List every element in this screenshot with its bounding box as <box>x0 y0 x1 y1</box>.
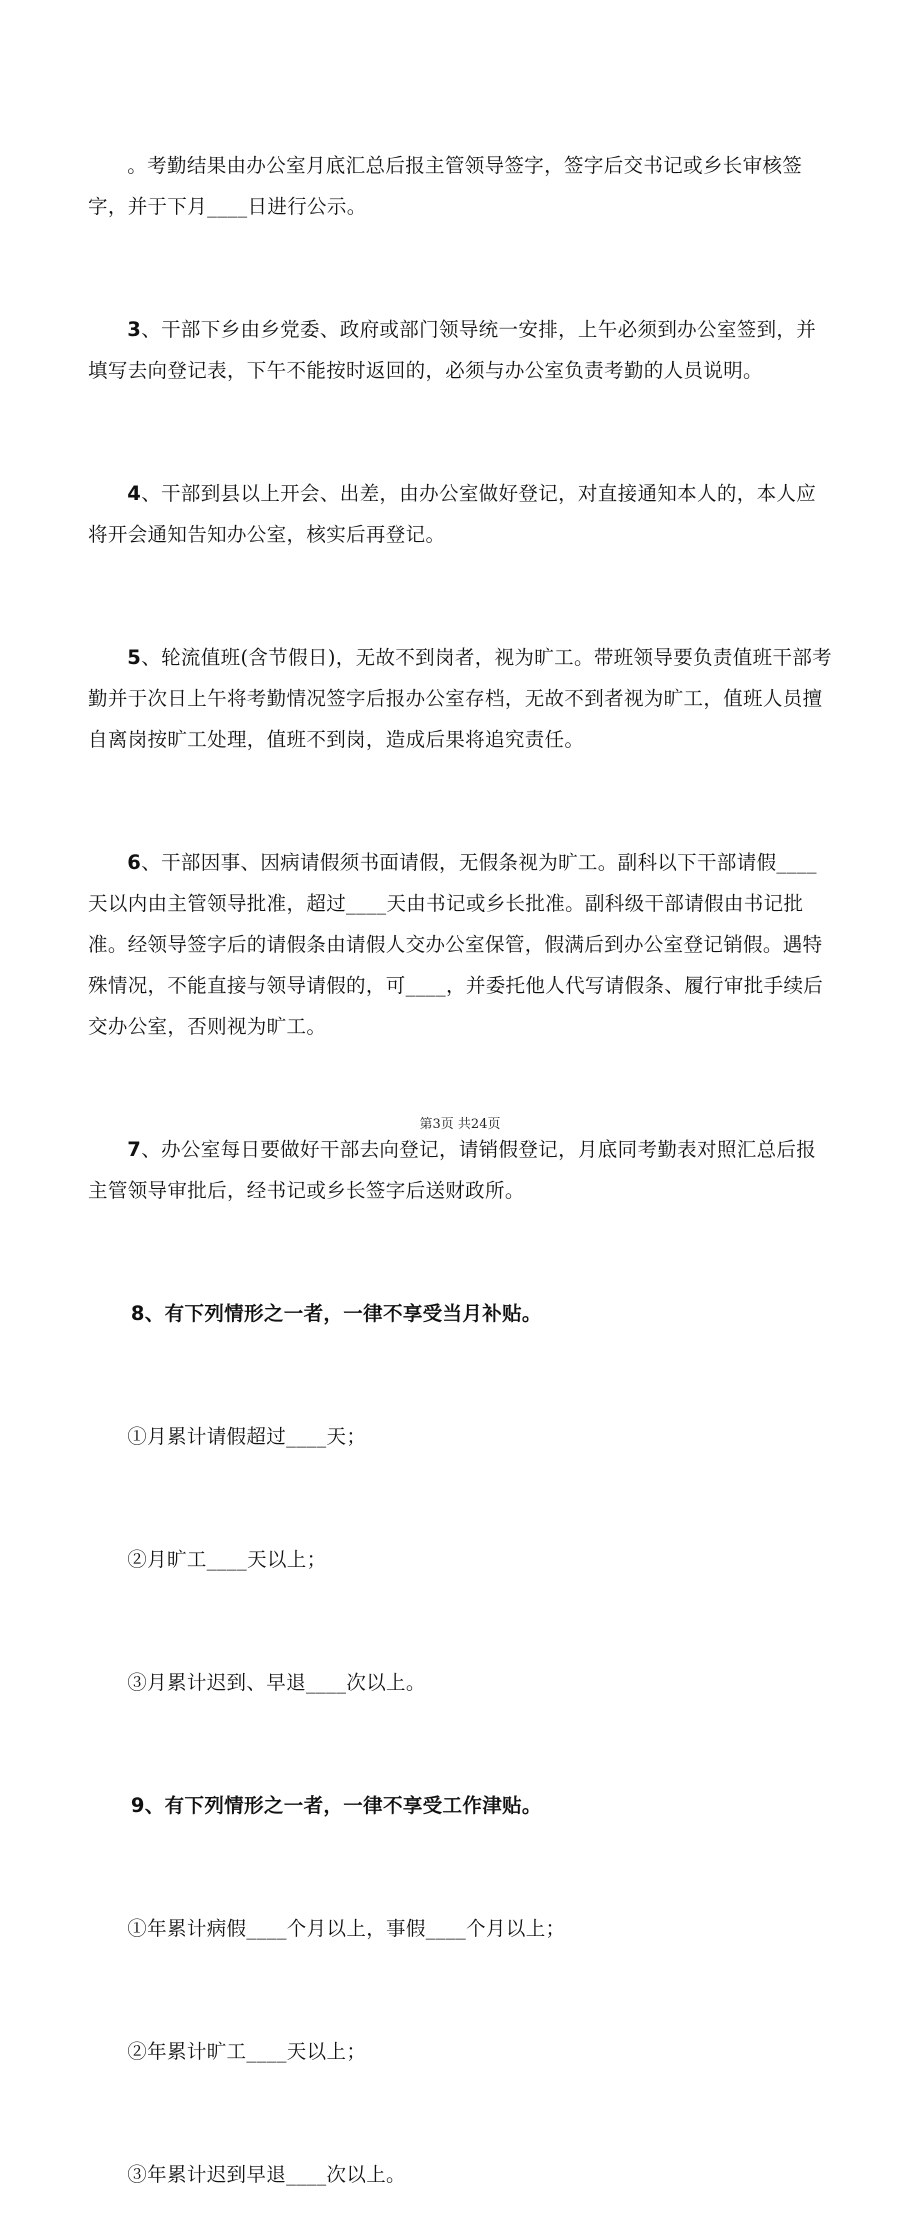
paragraph-text: 、轮流值班(含节假日)，无故不到岗者，视为旷工。带班领导要负责值班干部考勤并于次日上午将考勤情况签字后报办公室存档，无故不到者视为旷工，值班人员擅自离岗按旷工处理，值班不到岗，造成后果将追究责任。 <box>88 646 833 751</box>
paragraph-text: ③月累计迟到、早退____次以上。 <box>127 1671 426 1694</box>
paragraph-text: ③年累计迟到早退____次以上。 <box>127 2163 406 2186</box>
paragraph-text: 、有下列情形之一者，一律不享受当月补贴。 <box>144 1302 542 1325</box>
paragraph-text: 。考勤结果由办公室月底汇总后报主管领导签字，签字后交书记或乡长审核签字，并于下月____日进行公示。 <box>88 154 803 218</box>
paragraph-item-7 <box>88 1088 834 1252</box>
paragraph-item-9-heading <box>88 1744 834 1867</box>
paragraph-text: ②月旷工____天以上； <box>127 1548 327 1571</box>
paragraph-number: 5 <box>127 646 142 669</box>
paragraph-number: 8 <box>130 1302 145 1325</box>
sub-item-8-3 <box>88 1621 834 1744</box>
paragraph-text: 、办公室每日要做好干部去向登记，请销假登记，月底同考勤表对照汇总后报主管领导审批后，经书记或乡长签字后送财政所。 <box>88 1138 817 1202</box>
paragraph-continuation <box>88 104 834 268</box>
paragraph-text: ①年累计病假____个月以上，事假____个月以上； <box>127 1917 566 1940</box>
paragraph-text: 、干部到县以上开会、出差，由办公室做好登记，对直接通知本人的，本人应将开会通知告知办公室，核实后再登记。 <box>88 482 817 546</box>
sub-item-9-3 <box>88 2113 834 2236</box>
document-body <box>88 104 834 2236</box>
page-footer: 第3页 共24页 <box>419 1117 501 1132</box>
sub-item-8-2 <box>88 1498 834 1621</box>
paragraph-text: 、有下列情形之一者，一律不享受工作津贴。 <box>144 1794 542 1817</box>
sub-item-8-1 <box>88 1375 834 1498</box>
paragraph-text: ②年累计旷工____天以上； <box>127 2040 367 2063</box>
paragraph-number: 4 <box>127 482 142 505</box>
sub-item-9-2 <box>88 1990 834 2113</box>
sub-item-9-1 <box>88 1867 834 1990</box>
paragraph-item-8-heading <box>88 1252 834 1375</box>
paragraph-item-4 <box>88 432 834 596</box>
paragraph-number: 6 <box>127 851 142 874</box>
paragraph-text: 、干部因事、因病请假须书面请假，无假条视为旷工。副科以下干部请假____天以内由主管领导批准，超过____天由书记或乡长批准。副科级干部请假由书记批准。经领导签字后的请假条由请假人交办公室保管，假满后到办公室登记销假。遇特殊情况，不能直接与领导请假的，可____，并委托他人代写请假条、履行审批手续后交办公室，否则视为旷工。 <box>88 851 824 1038</box>
paragraph-number: 3 <box>127 318 142 341</box>
paragraph-text: 、干部下乡由乡党委、政府或部门领导统一安排，上午必须到办公室签到，并填写去向登记表，下午不能按时返回的，必须与办公室负责考勤的人员说明。 <box>88 318 817 382</box>
paragraph-item-5 <box>88 596 834 801</box>
paragraph-number: 7 <box>127 1138 142 1161</box>
paragraph-item-6 <box>88 801 834 1088</box>
paragraph-item-3 <box>88 268 834 432</box>
paragraph-number: 9 <box>130 1794 145 1817</box>
paragraph-text: ①月累计请假超过____天； <box>127 1425 367 1448</box>
